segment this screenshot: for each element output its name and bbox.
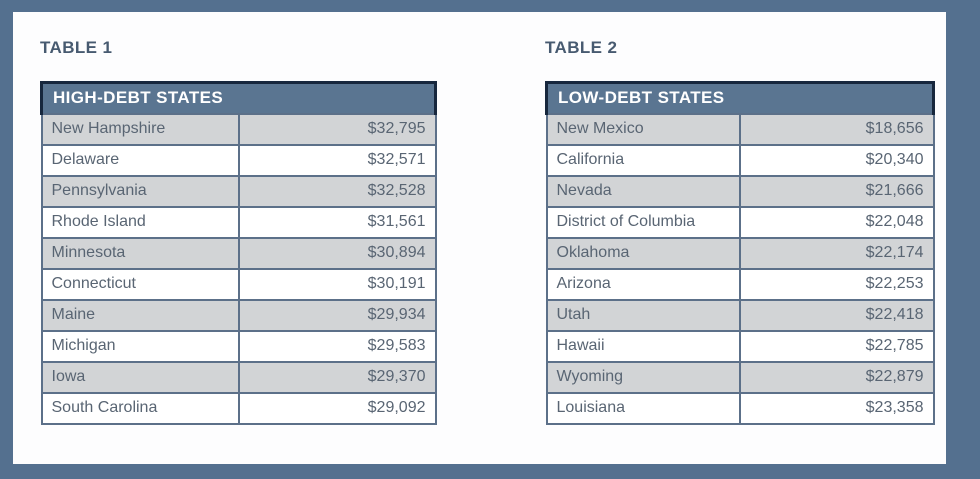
state-cell: Hawaii <box>547 331 741 362</box>
table-row <box>547 114 934 145</box>
state-cell: New Hampshire <box>42 114 239 145</box>
table-row <box>547 362 934 393</box>
state-cell: Iowa <box>42 362 239 393</box>
state-cell: Delaware <box>42 145 239 176</box>
state-cell: Connecticut <box>42 269 239 300</box>
table-row <box>42 362 436 393</box>
table2-title: TABLE 2 <box>545 38 618 57</box>
table-row <box>42 207 436 238</box>
state-cell: New Mexico <box>547 114 741 145</box>
amount-cell: $29,583 <box>239 331 436 362</box>
state-cell: Maine <box>42 300 239 331</box>
low-debt-table <box>545 81 935 425</box>
state-cell: Oklahoma <box>547 238 741 269</box>
amount-cell: $29,370 <box>239 362 436 393</box>
amount-cell: $21,666 <box>740 176 934 207</box>
amount-cell: $22,879 <box>740 362 934 393</box>
amount-cell: $30,894 <box>239 238 436 269</box>
table2-section <box>545 38 935 425</box>
table-row <box>42 300 436 331</box>
amount-cell: $32,571 <box>239 145 436 176</box>
amount-cell: $23,358 <box>740 393 934 424</box>
amount-cell: $32,795 <box>239 114 436 145</box>
amount-cell: $32,528 <box>239 176 436 207</box>
content-card <box>13 12 946 464</box>
amount-cell: $31,561 <box>239 207 436 238</box>
state-cell: Nevada <box>547 176 741 207</box>
table-row <box>42 238 436 269</box>
state-cell: Louisiana <box>547 393 741 424</box>
table-row <box>42 145 436 176</box>
table1-section <box>40 38 437 425</box>
table-row <box>547 145 934 176</box>
state-cell: California <box>547 145 741 176</box>
amount-cell: $22,253 <box>740 269 934 300</box>
state-cell: Michigan <box>42 331 239 362</box>
low-debt-header-cell: LOW-DEBT STATES <box>547 83 934 115</box>
table-row <box>42 393 436 424</box>
low-debt-header-row <box>547 83 934 115</box>
table-row <box>547 176 934 207</box>
high-debt-header-cell: HIGH-DEBT STATES <box>42 83 436 115</box>
state-cell: Pennsylvania <box>42 176 239 207</box>
amount-cell: $29,092 <box>239 393 436 424</box>
amount-cell: $22,418 <box>740 300 934 331</box>
state-cell: Wyoming <box>547 362 741 393</box>
table1-title: TABLE 1 <box>40 38 113 57</box>
table-row <box>547 269 934 300</box>
table-row <box>42 176 436 207</box>
state-cell: Rhode Island <box>42 207 239 238</box>
state-cell: Minnesota <box>42 238 239 269</box>
state-cell: Arizona <box>547 269 741 300</box>
amount-cell: $22,174 <box>740 238 934 269</box>
amount-cell: $29,934 <box>239 300 436 331</box>
amount-cell: $30,191 <box>239 269 436 300</box>
amount-cell: $22,048 <box>740 207 934 238</box>
amount-cell: $18,656 <box>740 114 934 145</box>
high-debt-table <box>40 81 437 425</box>
table-row <box>42 114 436 145</box>
table-row <box>547 300 934 331</box>
table-row <box>547 331 934 362</box>
state-cell: District of Columbia <box>547 207 741 238</box>
amount-cell: $20,340 <box>740 145 934 176</box>
table-row <box>42 331 436 362</box>
table-row <box>547 238 934 269</box>
amount-cell: $22,785 <box>740 331 934 362</box>
table-row <box>547 207 934 238</box>
table-row <box>547 393 934 424</box>
state-cell: South Carolina <box>42 393 239 424</box>
table-row <box>42 269 436 300</box>
high-debt-header-row <box>42 83 436 115</box>
state-cell: Utah <box>547 300 741 331</box>
